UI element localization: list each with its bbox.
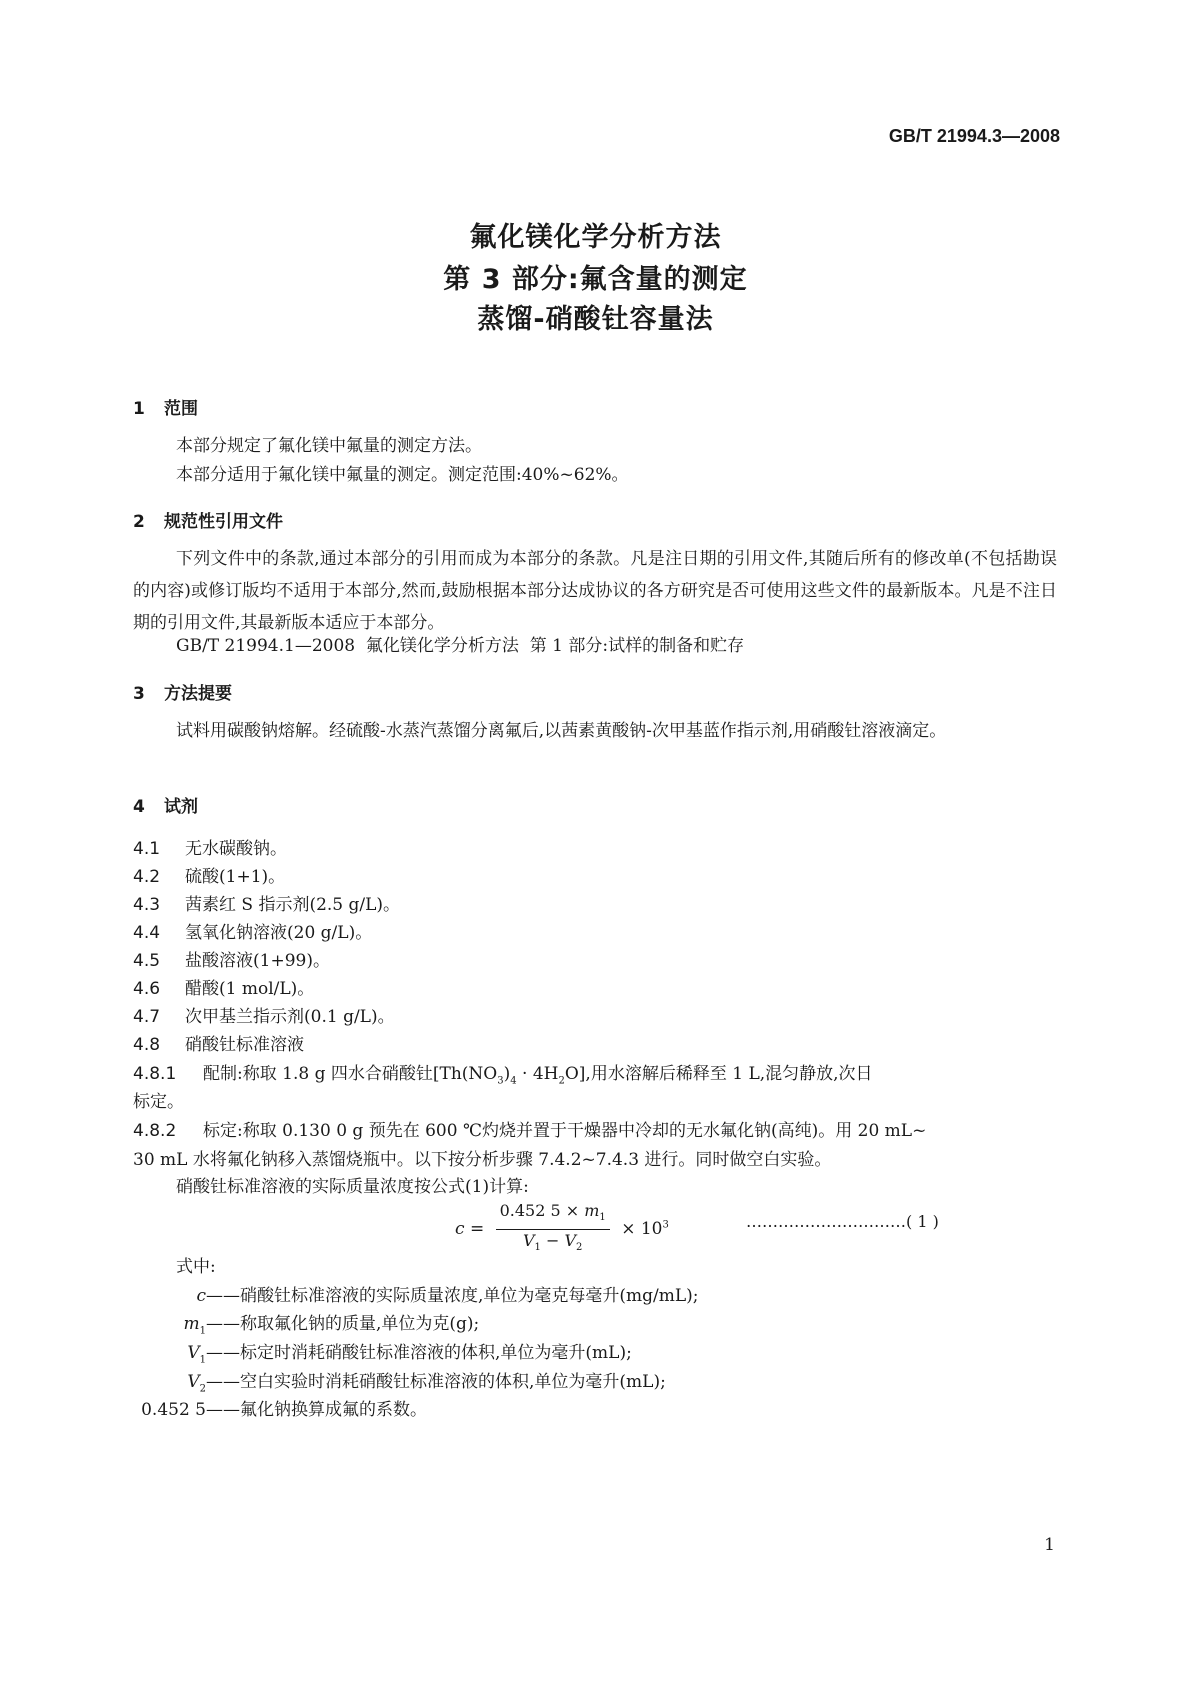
symbol-definition: 0.452 5——氟化钠换算成氟的系数。 [141,1400,427,1420]
section-2-heading [133,507,283,532]
section-3-heading [133,679,232,704]
where-label: 式中: [176,1257,216,1277]
reagent-item-4-8-2: 4.8.2 标定:称取 0.130 0 g 预先在 600 ℃灼烧并置于干燥器中冷却的无水氟化钠(高纯)。用 20 mL~ [133,1121,927,1141]
section-number: 4 [133,797,145,817]
section-4-heading [133,792,198,817]
doc-title-line-1: 氟化镁化学分析方法 [469,222,722,253]
reagent-item: 4.2 硫酸(1+1)。 [133,867,286,887]
section-1-heading [133,394,198,419]
reagent-item: 4.7 次甲基兰指示剂(0.1 g/L)。 [133,1007,395,1027]
section-number: 2 [133,512,145,532]
reagent-item: 4.4 氢氧化钠溶液(20 g/L)。 [133,923,373,943]
reagent-item-4-8-2-cont: 30 mL 水将氟化钠移入蒸馏烧瓶中。以下按分析步骤 7.4.2~7.4.3 进行。同时做空白实验。 [133,1150,832,1170]
s2-normative-reference: GB/T 21994.1—2008 氟化镁化学分析方法 第 1 部分:试样的制备和贮存 [176,636,745,656]
reagent-item-4-8-1: 4.8.1 配制:称取 1.8 g 四水合硝酸钍$[Th(NO_3)_4 \cdot 4H_2O]$,用水溶解后稀释至 1 L,混匀静放,次日 [133,1064,873,1087]
symbol-definition: $V_1——$标定时消耗硝酸钍标准溶液的体积,单位为毫升(mL); [187,1343,632,1366]
section-title: 试剂 [164,797,198,817]
reagent-item: 4.8 硝酸钍标准溶液 [133,1035,304,1055]
s1-paragraph-1: 本部分规定了氟化镁中氟量的测定方法。 [176,436,482,456]
symbol-definition: $V_2——$空白实验时消耗硝酸钍标准溶液的体积,单位为毫升(mL); [187,1372,666,1395]
section-title: 范围 [164,399,198,419]
reagent-item-4-8-1-cont: 标定。 [133,1092,184,1112]
formula-1: c = $\frac{0.452 5 \times m_1}{V_1 - V_2}$ × $10^3$ [455,1200,669,1259]
symbol-definition: c——硝酸钍标准溶液的实际质量浓度,单位为毫克每毫升(mg/mL); [196,1286,699,1306]
reagent-item: 4.6 醋酸(1 mol/L)。 [133,979,315,999]
section-title: 方法提要 [164,684,232,704]
reagent-item: 4.1 无水碳酸钠。 [133,839,287,859]
reagent-item: 4.5 盐酸溶液(1+99)。 [133,951,330,971]
s1-paragraph-2: 本部分适用于氟化镁中氟量的测定。测定范围:40%~62%。 [176,465,629,485]
page-number: 1 [1044,1535,1055,1555]
formula-fraction: $\frac{0.452 5 \times m_1}{V_1 - V_2}$ [496,1200,610,1259]
section-number: 1 [133,399,145,419]
reagent-item: 4.3 茜素红 S 指示剂(2.5 g/L)。 [133,895,401,915]
doc-title-line-3: 蒸馏-硝酸钍容量法 [477,304,714,335]
formula-intro: 硝酸钍标准溶液的实际质量浓度按公式(1)计算: [176,1177,529,1197]
s2-paragraph-1: 下列文件中的条款,通过本部分的引用而成为本部分的条款。凡是注日期的引用文件,其随后所有的修改单(不包括勘误的内容)或修订版均不适用于本部分,然而,鼓励根据本部分达成协议的各方研究是否可使用这些文件的最新版本。凡是不注日期的引用文件,其最新版本适应于本部分。 [133,549,1057,633]
s3-paragraph-1: 试料用碳酸钠熔解。经硫酸-水蒸汽蒸馏分离氟后,以茜素黄酸钠-次甲基蓝作指示剂,用硝酸钍溶液滴定。 [176,721,947,741]
section-title: 规范性引用文件 [164,512,283,532]
formula-number: …………………………( 1 ) [746,1212,939,1231]
standard-number: GB/T 21994.3—2008 [888,126,1060,146]
symbol-definition: $m_1——$称取氟化钠的质量,单位为克(g); [183,1314,480,1337]
doc-title-line-2: 第 3 部分:氟含量的测定 [443,264,748,295]
section-number: 3 [133,684,145,704]
